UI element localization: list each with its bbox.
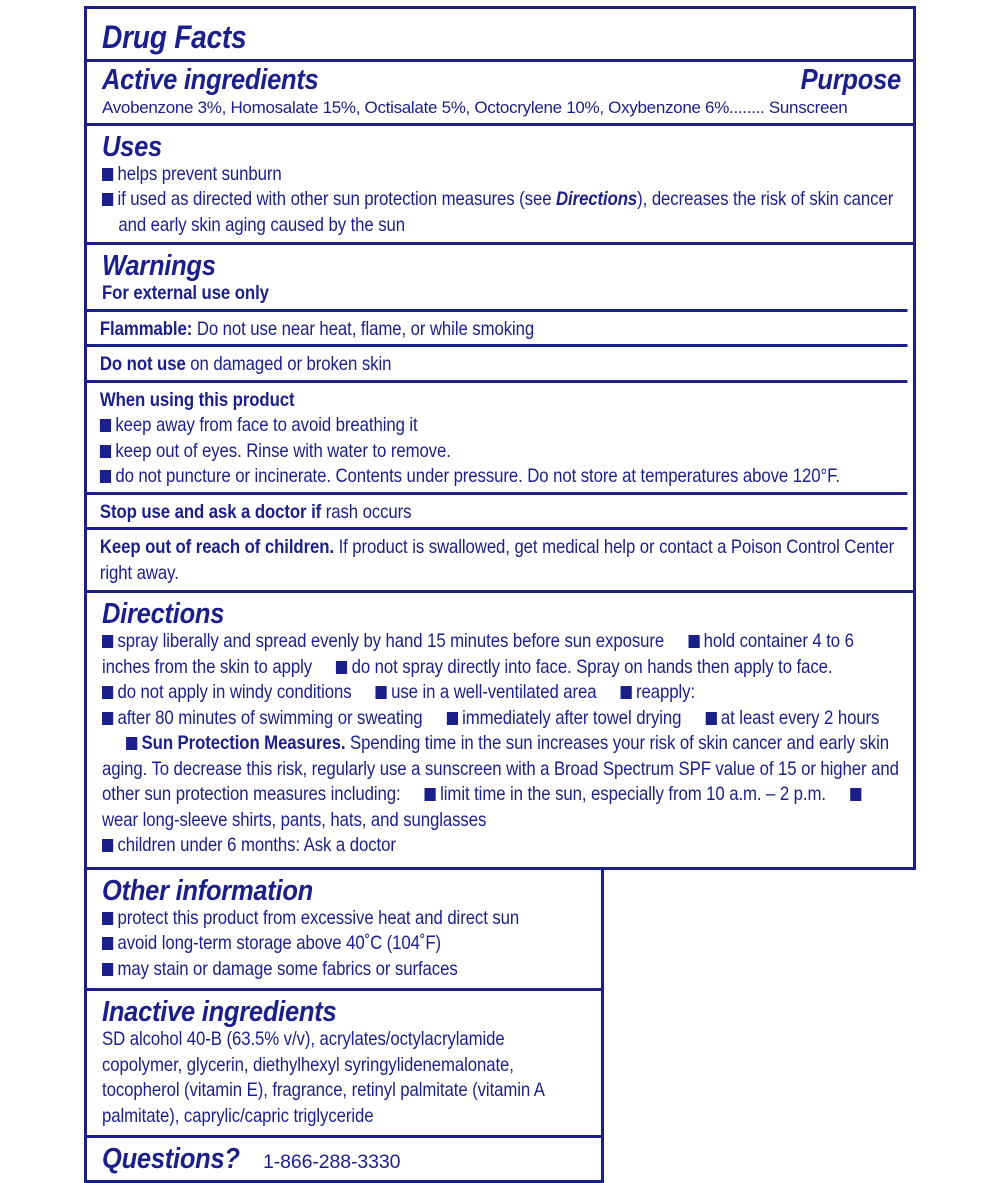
title-rule [87, 59, 913, 62]
list-item: do not puncture or incinerate. Contents under pressure. Do not store at temperatures above 120°F. [100, 464, 897, 490]
bullet-square-icon [100, 445, 111, 458]
bullet-square-icon [126, 737, 137, 750]
bullet-square-icon [102, 193, 113, 206]
bullet-square-icon [425, 788, 436, 801]
directions-heading: Directions [102, 598, 225, 630]
list-item: protect this product from excessive heat and direct sun [102, 906, 588, 932]
active-ingredients-heading: Active ingredients [102, 64, 319, 96]
bullet-square-icon [102, 912, 113, 925]
purpose-leader: ........ [729, 98, 765, 117]
purpose-heading: Purpose [800, 64, 901, 96]
list-item: avoid long-term storage above 40˚C (104˚F) [102, 931, 588, 957]
keep-out-of-reach-warning: Keep out of reach of children. If product is swallowed, get medical help or contact a Poison Control Center right away. [87, 527, 907, 586]
bullet-square-icon [102, 839, 113, 852]
drug-facts-lower-panel [84, 870, 604, 1183]
bullet-square-icon [102, 168, 113, 181]
other-information-section [87, 870, 601, 992]
inactive-ingredients-heading: Inactive ingredients [102, 996, 337, 1028]
bullet-square-icon [336, 661, 347, 674]
drug-facts-title: Drug Facts [102, 19, 247, 55]
bullet-square-icon [100, 419, 111, 432]
directions-section [87, 593, 913, 867]
list-item: may stain or damage some fabrics or surfaces [102, 957, 588, 983]
bullet-square-icon [621, 686, 632, 699]
active-ingredients-line [102, 95, 901, 121]
list-item: keep out of eyes. Rinse with water to remove. [100, 439, 897, 465]
bullet-square-icon [376, 686, 387, 699]
do-not-use-warning: Do not use on damaged or broken skin [87, 344, 907, 378]
purpose-value: Sunscreen [768, 98, 848, 117]
bullet-square-icon [447, 712, 458, 725]
inactive-ingredients-text: SD alcohol 40-B (63.5% v/v), acrylates/octylacrylamide copolymer, glycerin, diethylhexyl syringylidenemalonate, tocopherol (vitamin E), fragrance, retinyl palmitate (vitamin A palmitate), caprylic/capric triglyceride [102, 1028, 544, 1127]
external-use-text: For external use only [102, 282, 269, 304]
questions-section [87, 1138, 601, 1180]
drug-facts-upper-panel [84, 6, 916, 870]
bullet-square-icon [100, 470, 111, 483]
warnings-section [87, 245, 913, 593]
when-using-warning: When using this product keep away from face to avoid breathing it keep out of eyes. Rinse with water to remove. do not puncture or incinerate. Contents under pressure. Do not store at temperatures above 120°F. [87, 380, 907, 490]
uses-heading: Uses [102, 130, 162, 163]
other-information-list [102, 906, 588, 983]
list-item: if used as directed with other sun protection measures (see Directions), decreases the risk of skin cancer and early skin aging caused by the sun [102, 187, 899, 238]
bullet-square-icon [688, 635, 699, 648]
active-ingredients-section [87, 9, 913, 126]
bullet-square-icon [705, 712, 716, 725]
list-item: helps prevent sunburn [102, 162, 899, 188]
questions-phone: 1-866-288-3330 [262, 1151, 401, 1173]
uses-list [102, 162, 899, 239]
active-ingredients-list: Avobenzone 3%, Homosalate 15%, Octisalate 5%, Octocrylene 10%, Oxybenzone 6% [102, 98, 730, 117]
bullet-square-icon [102, 937, 113, 950]
questions-heading: Questions? [102, 1143, 240, 1175]
list-item: keep away from face to avoid breathing it [100, 413, 897, 439]
bullet-square-icon [102, 712, 113, 725]
bullet-square-icon [850, 788, 861, 801]
stop-use-warning: Stop use and ask a doctor if rash occurs [87, 492, 907, 526]
uses-section [87, 126, 913, 246]
bullet-square-icon [102, 686, 113, 699]
bullet-square-icon [102, 963, 113, 976]
warnings-heading: Warnings [102, 250, 216, 282]
flammable-warning: Flammable: Do not use near heat, flame, or while smoking [87, 309, 907, 343]
other-information-heading: Other information [102, 874, 314, 907]
drug-facts-label [84, 6, 916, 1183]
bullet-square-icon [102, 635, 113, 648]
inactive-ingredients-section [87, 991, 601, 1138]
directions-text: spray liberally and spread evenly by hand 15 minutes before sun exposure hold container 4 to 6 inches from the skin to apply do not spray directly into face. Spray on hands then apply to face. do not apply in windy conditions use in a well-ventilated area reapply: after 80 minutes of swimming or sweating immediately after towel drying at least every 2 hoursSun Protection Measures. Spending time in the sun increases your risk of skin cancer and early skin aging. To decrease this risk, regularly use a sunscreen with a Broad Spectrum SPF value of 15 or higher and other sun protection measures including: limit time in the sun, especially from 10 a.m. – 2 p.m.wear long-sleeve shirts, pants, hats, and sunglasses children under 6 months: Ask a doctor [102, 630, 899, 856]
